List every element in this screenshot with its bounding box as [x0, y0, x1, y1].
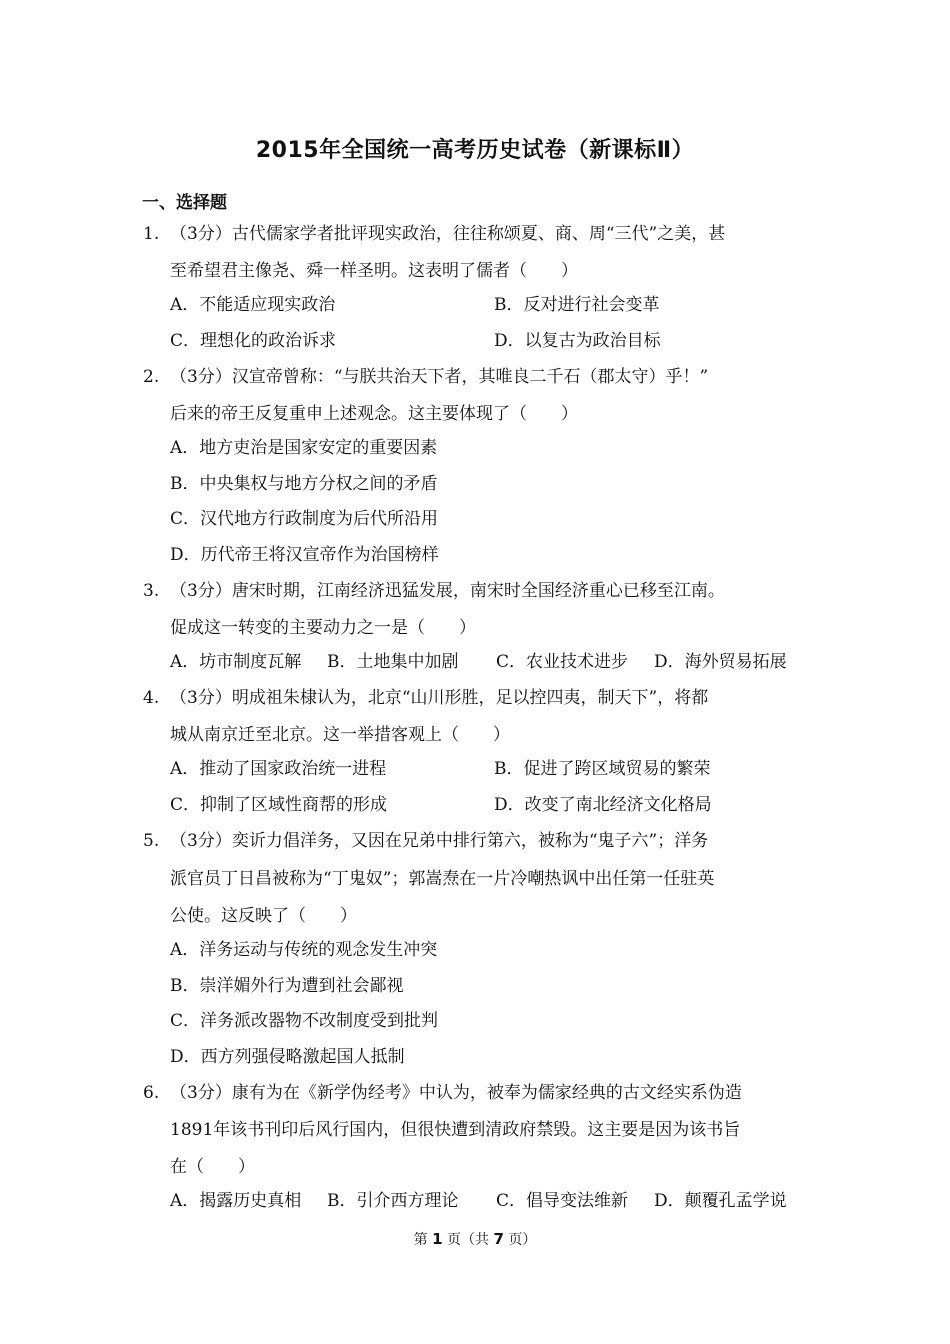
option-c: C．抑制了区域性商帮的形成: [170, 795, 388, 815]
page-number: 1: [432, 1230, 443, 1248]
page-title: 2015年全国统一高考历史试卷（新课标Ⅱ）: [255, 138, 695, 163]
question-line: （3分）康有为在《新学伪经考》中认为，被奉为儒家经典的古文经实系伪造: [170, 1083, 742, 1103]
question-line: （3分）奕䜣力倡洋务，又因在兄弟中排行第六，被称为“鬼子六”；洋务: [170, 831, 709, 851]
question-line: 城从南京迁至北京。这一举措客观上（ ）: [170, 725, 510, 745]
question-line: （3分）唐宋时期，江南经济迅猛发展，南宋时全国经济重心已移至江南。: [170, 581, 725, 601]
option-a: A．地方吏治是国家安定的重要因素: [170, 438, 438, 458]
option-c: C．农业技术进步: [496, 652, 629, 672]
section-heading: 一、选择题: [142, 193, 227, 213]
question-number: 1.: [143, 224, 160, 244]
option-b: B．崇洋媚外行为遭到社会鄙视: [170, 976, 404, 996]
question-line: 促成这一转变的主要动力之一是（ ）: [170, 618, 476, 638]
question-number: 6.: [143, 1083, 160, 1103]
footer-suffix: 页）: [508, 1232, 537, 1248]
question-number: 4.: [143, 688, 160, 708]
option-d: D．西方列强侵略激起国人抵制: [170, 1047, 405, 1067]
option-b: B．促进了跨区域贸易的繁荣: [494, 759, 711, 779]
option-c: C．倡导变法维新: [496, 1191, 629, 1211]
total-pages: 7: [493, 1230, 504, 1248]
option-a: A．洋务运动与传统的观念发生冲突: [170, 940, 438, 960]
option-a: A．坊市制度瓦解: [170, 652, 302, 672]
option-d: D．以复古为政治目标: [494, 331, 661, 351]
question-line: 公使。这反映了（ ）: [170, 906, 357, 926]
question-line: （3分）明成祖朱棣认为，北京“山川形胜，足以控四夷，制天下”，将都: [170, 688, 709, 708]
question-number: 2.: [143, 367, 160, 387]
footer-prefix: 第: [413, 1232, 428, 1248]
page-footer: [0, 1229, 950, 1249]
option-b: B．土地集中加剧: [327, 652, 459, 672]
option-d: D．颠覆孔孟学说: [654, 1191, 787, 1211]
option-b: B．中央集权与地方分权之间的矛盾: [170, 474, 438, 494]
question-line: 至希望君主像尧、舜一样圣明。这表明了儒者（ ）: [170, 261, 578, 281]
question-line: （3分）汉宣帝曾称：“与朕共治天下者，其唯良二千石（郡太守）乎！”: [170, 367, 709, 387]
option-d: D．改变了南北经济文化格局: [494, 795, 712, 815]
question-number: 3.: [143, 581, 160, 601]
question-line: （3分）古代儒家学者批评现实政治，往往称颂夏、商、周“三代”之美，甚: [170, 224, 726, 244]
option-b: B．引介西方理论: [327, 1191, 459, 1211]
question-line: 1891年该书刊印后风行国内，但很快遭到清政府禁毁。这主要是因为该书旨: [170, 1120, 741, 1140]
option-a: A．推动了国家政治统一进程: [170, 759, 387, 779]
question-number: 5.: [143, 831, 160, 851]
question-line: 后来的帝王反复重申上述观念。这主要体现了（ ）: [170, 404, 578, 424]
option-b: B．反对进行社会变革: [494, 295, 660, 315]
option-c: C．洋务派改器物不改制度受到批判: [170, 1011, 439, 1031]
option-d: D．海外贸易拓展: [654, 652, 787, 672]
option-c: C．汉代地方行政制度为后代所沿用: [170, 509, 439, 529]
option-c: C．理想化的政治诉求: [170, 331, 337, 351]
question-line: 派官员丁日昌被称为“丁鬼奴”；郭嵩焘在一片冷嘲热讽中出任第一任驻英: [170, 869, 715, 889]
question-line: 在（ ）: [170, 1157, 255, 1177]
footer-middle: 页（共: [447, 1232, 489, 1248]
option-a: A．揭露历史真相: [170, 1191, 302, 1211]
option-a: A．不能适应现实政治: [170, 295, 336, 315]
option-d: D．历代帝王将汉宣帝作为治国榜样: [170, 545, 439, 565]
